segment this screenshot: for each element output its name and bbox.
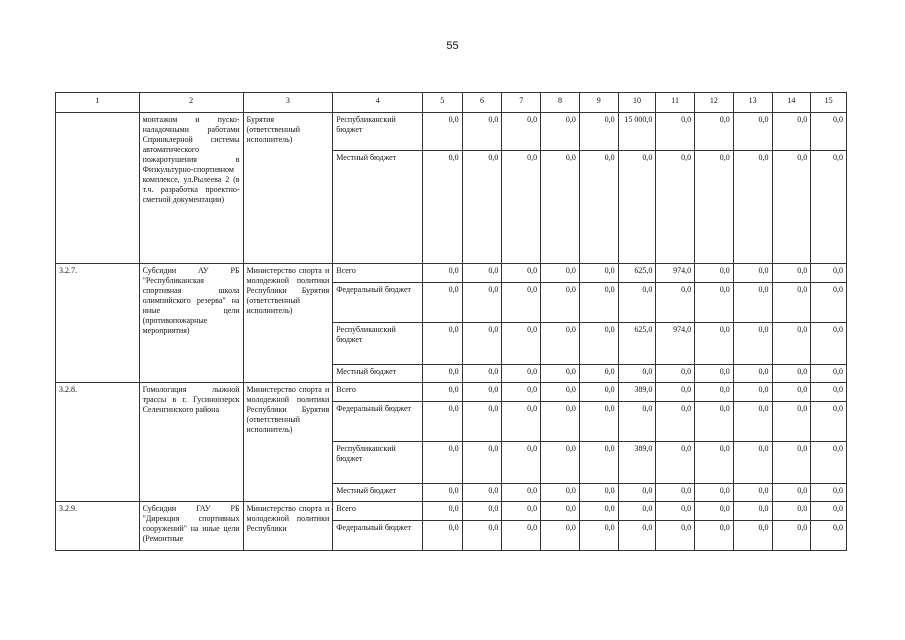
value-cell: 0,0 (541, 113, 580, 151)
value-cell: 0,0 (579, 365, 618, 383)
value-cell: 0,0 (502, 113, 541, 151)
value-cell: 0,0 (772, 502, 811, 521)
value-cell: 0,0 (502, 402, 541, 442)
funding-source: Федеральный бюджет (333, 402, 423, 442)
header-cell: 15 (811, 93, 847, 113)
value-cell: 0,0 (811, 283, 847, 323)
funding-source: Всего (333, 502, 423, 521)
value-cell: 0,0 (695, 502, 734, 521)
value-cell: 0,0 (462, 442, 502, 484)
value-cell: 0,0 (502, 283, 541, 323)
header-cell: 3 (243, 93, 333, 113)
value-cell: 0,0 (695, 365, 734, 383)
header-cell: 2 (139, 93, 243, 113)
value-cell: 0,0 (422, 442, 462, 484)
value-cell: 0,0 (579, 484, 618, 502)
value-cell: 0,0 (462, 283, 502, 323)
value-cell: 0,0 (733, 502, 772, 521)
value-cell: 625,0 (618, 323, 656, 365)
measure-name: Субсидии ГАУ РБ "Дирекция спортивных сооружений" на иные цели (Ремонтные (139, 502, 243, 551)
value-cell: 0,0 (695, 283, 734, 323)
value-cell: 0,0 (422, 502, 462, 521)
value-cell: 0,0 (422, 323, 462, 365)
value-cell: 0,0 (541, 521, 580, 551)
value-cell: 0,0 (811, 502, 847, 521)
value-cell: 0,0 (733, 442, 772, 484)
measure-name: Гомологация лыжной трассы в г. Гусиноозерск Селенгинского района (139, 383, 243, 502)
value-cell: 0,0 (733, 264, 772, 283)
value-cell: 0,0 (733, 151, 772, 264)
value-cell: 0,0 (579, 283, 618, 323)
value-cell: 0,0 (772, 521, 811, 551)
funding-source: Республиканский бюджет (333, 442, 423, 484)
value-cell: 0,0 (541, 365, 580, 383)
value-cell: 0,0 (579, 402, 618, 442)
budget-table (55, 92, 847, 551)
value-cell: 0,0 (422, 383, 462, 402)
value-cell: 0,0 (656, 521, 695, 551)
value-cell: 625,0 (618, 264, 656, 283)
value-cell: 389,0 (618, 383, 656, 402)
value-cell: 0,0 (695, 264, 734, 283)
header-cell: 4 (333, 93, 423, 113)
value-cell: 0,0 (502, 151, 541, 264)
value-cell: 0,0 (772, 484, 811, 502)
value-cell: 0,0 (656, 283, 695, 323)
value-cell: 0,0 (733, 283, 772, 323)
value-cell: 0,0 (579, 502, 618, 521)
value-cell: 0,0 (462, 365, 502, 383)
value-cell: 0,0 (618, 502, 656, 521)
value-cell: 0,0 (772, 283, 811, 323)
value-cell: 0,0 (811, 264, 847, 283)
value-cell: 0,0 (733, 323, 772, 365)
funding-source: Местный бюджет (333, 484, 423, 502)
value-cell: 0,0 (733, 383, 772, 402)
value-cell: 0,0 (811, 402, 847, 442)
value-cell: 0,0 (656, 113, 695, 151)
value-cell: 0,0 (656, 502, 695, 521)
value-cell: 0,0 (462, 151, 502, 264)
value-cell: 0,0 (422, 283, 462, 323)
value-cell: 0,0 (541, 383, 580, 402)
value-cell: 0,0 (579, 383, 618, 402)
value-cell: 0,0 (422, 402, 462, 442)
value-cell: 0,0 (502, 323, 541, 365)
value-cell: 0,0 (462, 402, 502, 442)
header-cell: 6 (462, 93, 502, 113)
value-cell: 0,0 (462, 502, 502, 521)
value-cell: 0,0 (733, 113, 772, 151)
value-cell: 0,0 (656, 402, 695, 442)
value-cell: 0,0 (579, 264, 618, 283)
value-cell: 0,0 (579, 151, 618, 264)
value-cell: 0,0 (502, 383, 541, 402)
row-code: 3.2.7. (56, 264, 140, 383)
value-cell: 0,0 (733, 365, 772, 383)
value-cell: 0,0 (695, 521, 734, 551)
value-cell: 0,0 (541, 151, 580, 264)
value-cell: 0,0 (618, 151, 656, 264)
value-cell: 0,0 (733, 402, 772, 442)
value-cell: 0,0 (656, 442, 695, 484)
value-cell: 0,0 (618, 521, 656, 551)
value-cell: 0,0 (541, 442, 580, 484)
value-cell: 0,0 (811, 383, 847, 402)
value-cell: 0,0 (422, 484, 462, 502)
value-cell: 0,0 (772, 442, 811, 484)
header-cell: 8 (541, 93, 580, 113)
value-cell: 0,0 (733, 484, 772, 502)
value-cell: 0,0 (502, 484, 541, 502)
value-cell: 0,0 (462, 484, 502, 502)
value-cell: 0,0 (502, 264, 541, 283)
value-cell: 0,0 (695, 113, 734, 151)
value-cell: 0,0 (541, 502, 580, 521)
value-cell: 0,0 (811, 113, 847, 151)
value-cell: 0,0 (422, 151, 462, 264)
funding-source: Федеральный бюджет (333, 283, 423, 323)
table-row (56, 264, 847, 283)
header-cell: 1 (56, 93, 140, 113)
value-cell: 0,0 (462, 113, 502, 151)
value-cell: 0,0 (502, 365, 541, 383)
value-cell: 0,0 (422, 365, 462, 383)
header-row (56, 93, 847, 113)
value-cell: 0,0 (695, 323, 734, 365)
value-cell: 0,0 (541, 283, 580, 323)
value-cell: 389,0 (618, 442, 656, 484)
value-cell: 0,0 (811, 365, 847, 383)
executor-name: Министерство спорта и молодежной политики Республики Бурятия (ответственный исполнитель) (243, 383, 333, 502)
funding-source: Всего (333, 264, 423, 283)
value-cell: 0,0 (579, 521, 618, 551)
header-cell: 11 (656, 93, 695, 113)
header-cell: 12 (695, 93, 734, 113)
header-cell: 14 (772, 93, 811, 113)
header-cell: 9 (579, 93, 618, 113)
value-cell: 0,0 (656, 383, 695, 402)
value-cell: 0,0 (695, 442, 734, 484)
value-cell: 0,0 (695, 151, 734, 264)
header-cell: 5 (422, 93, 462, 113)
value-cell: 0,0 (811, 442, 847, 484)
value-cell: 0,0 (462, 323, 502, 365)
value-cell: 0,0 (541, 264, 580, 283)
value-cell: 0,0 (502, 502, 541, 521)
value-cell: 0,0 (579, 323, 618, 365)
funding-source: Всего (333, 383, 423, 402)
value-cell: 0,0 (772, 402, 811, 442)
value-cell: 0,0 (656, 484, 695, 502)
value-cell: 0,0 (811, 484, 847, 502)
value-cell: 0,0 (772, 113, 811, 151)
value-cell: 0,0 (811, 323, 847, 365)
value-cell: 0,0 (772, 323, 811, 365)
table-row (56, 113, 847, 151)
header-cell: 7 (502, 93, 541, 113)
value-cell: 0,0 (695, 484, 734, 502)
value-cell: 0,0 (618, 283, 656, 323)
value-cell: 0,0 (733, 521, 772, 551)
value-cell: 0,0 (772, 383, 811, 402)
page-number: 55 (446, 40, 459, 52)
value-cell: 0,0 (772, 264, 811, 283)
value-cell: 15 000,0 (618, 113, 656, 151)
value-cell: 0,0 (656, 151, 695, 264)
header-cell: 10 (618, 93, 656, 113)
row-code (56, 113, 140, 264)
value-cell: 0,0 (772, 365, 811, 383)
value-cell: 0,0 (462, 521, 502, 551)
value-cell: 974,0 (656, 323, 695, 365)
value-cell: 0,0 (462, 264, 502, 283)
value-cell: 0,0 (502, 521, 541, 551)
value-cell: 0,0 (579, 113, 618, 151)
value-cell: 0,0 (618, 484, 656, 502)
funding-source: Федеральный бюджет (333, 521, 423, 551)
measure-name: монтажом и пуско-наладочными работами Спринклерной системы автоматического пожаротушения в Физкультурно-спортивном комплексе, ул.Рылеева 2 (в т.ч. разработка проектно-сметной документации) (139, 113, 243, 264)
value-cell: 0,0 (656, 365, 695, 383)
row-code: 3.2.9. (56, 502, 140, 551)
value-cell: 0,0 (541, 402, 580, 442)
funding-source: Республиканский бюджет (333, 323, 423, 365)
value-cell: 0,0 (579, 442, 618, 484)
funding-source: Местный бюджет (333, 365, 423, 383)
value-cell: 0,0 (772, 151, 811, 264)
value-cell: 0,0 (502, 442, 541, 484)
table-row (56, 383, 847, 402)
funding-source: Местный бюджет (333, 151, 423, 264)
value-cell: 0,0 (422, 264, 462, 283)
value-cell: 0,0 (618, 402, 656, 442)
value-cell: 0,0 (541, 323, 580, 365)
table-row (56, 502, 847, 521)
executor-name: Министерство спорта и молодежной политики Республики (243, 502, 333, 551)
value-cell: 0,0 (541, 484, 580, 502)
value-cell: 0,0 (811, 151, 847, 264)
table-body (56, 113, 847, 551)
header-cell: 13 (733, 93, 772, 113)
value-cell: 0,0 (462, 383, 502, 402)
funding-source: Республиканский бюджет (333, 113, 423, 151)
value-cell: 0,0 (695, 402, 734, 442)
value-cell: 0,0 (422, 521, 462, 551)
row-code: 3.2.8. (56, 383, 140, 502)
value-cell: 974,0 (656, 264, 695, 283)
value-cell: 0,0 (811, 521, 847, 551)
value-cell: 0,0 (618, 365, 656, 383)
executor-name: Министерство спорта и молодежной политики Республики Бурятия (ответственный исполнитель) (243, 264, 333, 383)
measure-name: Субсидии АУ РБ "Республиканская спортивная школа олимпийского резерва" на иные цели (противопожарные мероприятия) (139, 264, 243, 383)
value-cell: 0,0 (695, 383, 734, 402)
executor-name: Бурятия (ответственный исполнитель) (243, 113, 333, 264)
value-cell: 0,0 (422, 113, 462, 151)
